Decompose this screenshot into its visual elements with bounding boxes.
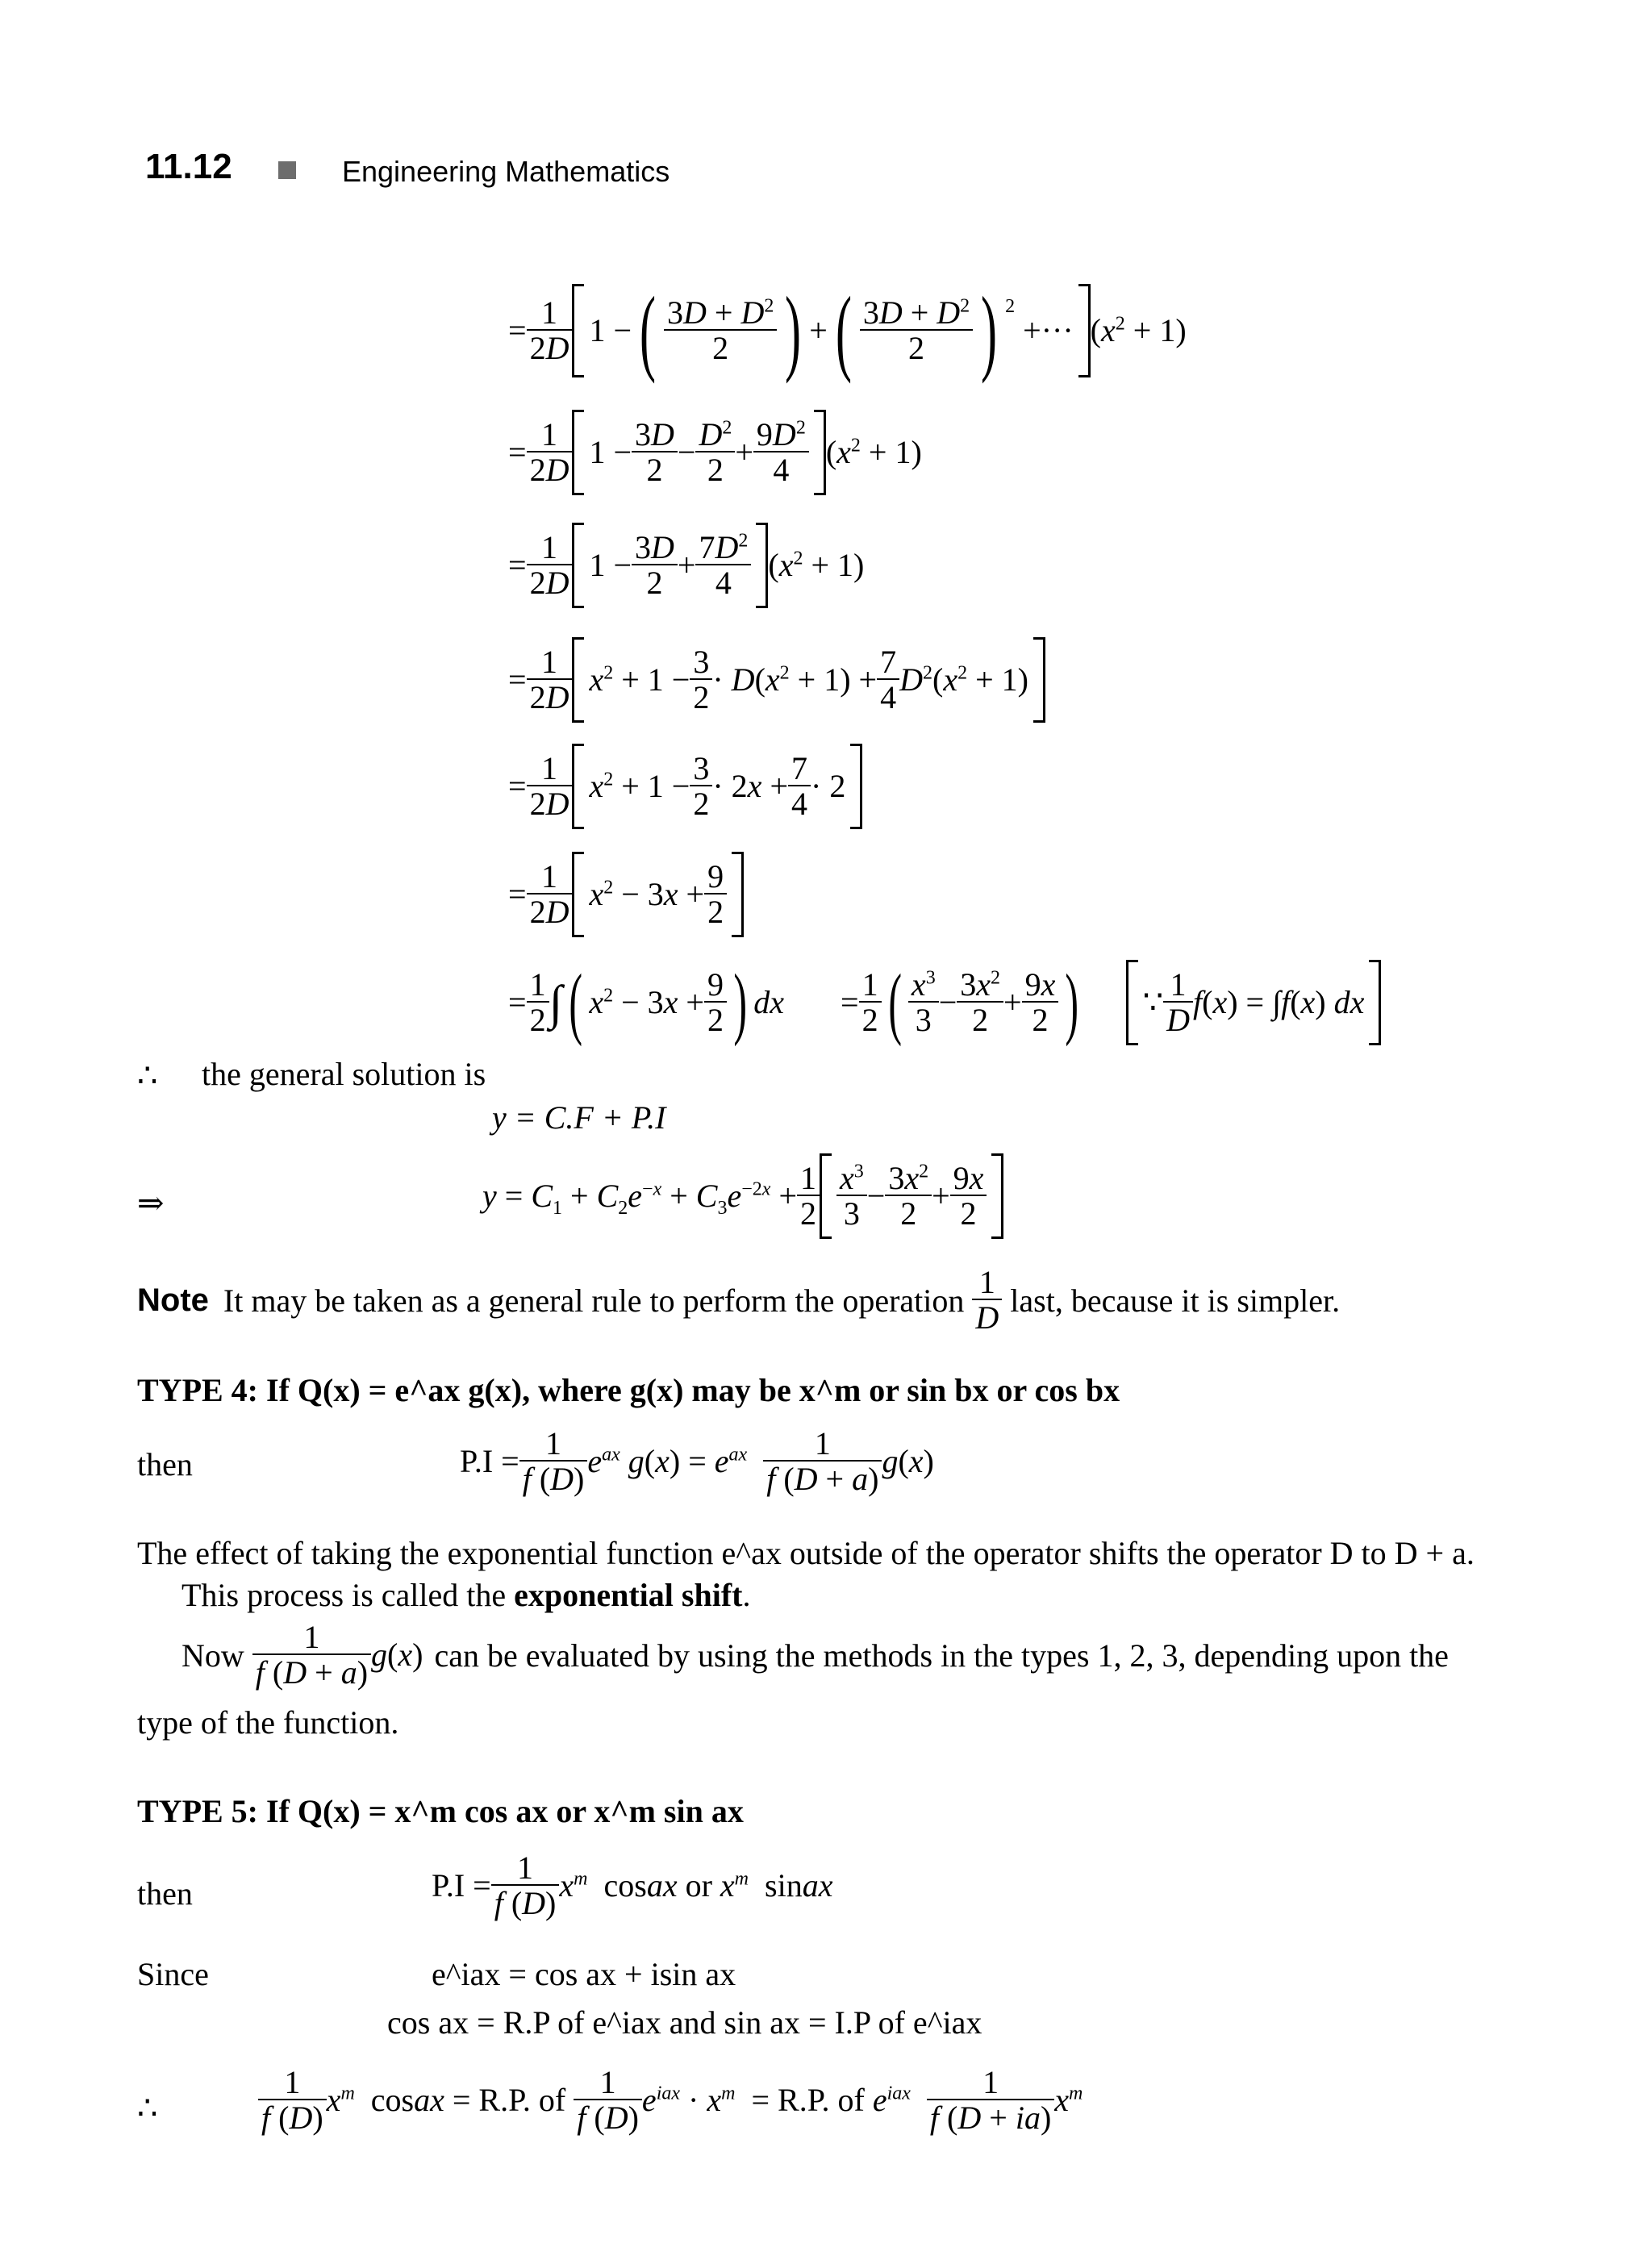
equation-line-7: = $\frac{1}{2}$ ∫ ( $x^2 - 3x$ + $\frac{9}{2}$ ) dx = $\frac{1}{2}$ ( $\frac{x^3}{3}$ − $\frac{3x^2}{2}$ + $\frac{9x}{2}$ ) ∵ $\frac{1}{D}$ f(x) = ∫f(x) dx <box>508 960 1381 1045</box>
therefore-symbol-2: ∴ <box>137 2090 158 2126</box>
note-label: Note <box>137 1282 209 1318</box>
euler-formula: e^iax = cos ax + isin ax <box>432 1956 736 1992</box>
now-label: Now <box>181 1637 244 1674</box>
effect-text-2c: . <box>742 1577 751 1613</box>
implies-symbol: ⇒ <box>137 1185 165 1221</box>
book-title: Engineering Mathematics <box>342 155 670 188</box>
now-line: Now $\frac{1}{f (D + a)}$ g(x) can be evaluated by using the methods in the types 1, 2, 3, depending upon the <box>181 1619 1449 1691</box>
header-square-icon <box>278 161 296 179</box>
equation-line-1: = $\frac{1}{2D}$ 1 − ( $\frac{3D + D^2}{2}$ ) + ( $\frac{3D + D^2}{2}$ ) 2 +··· $(x^2 + 1)$ <box>508 277 1187 384</box>
effect-text-2 <box>181 1576 750 1614</box>
now-text: can be evaluated by using the methods in the types 1, 2, 3, depending upon the <box>434 1637 1449 1674</box>
equation-line-5: = $\frac{1}{2D}$ $x^2 + 1$ − $\frac{3}{2}$ · 2x + $\frac{7}{4}$ · 2 <box>508 744 862 829</box>
then-label: then <box>137 1446 193 1482</box>
since-label: Since <box>137 1956 209 1992</box>
type-of-function: type of the function. <box>137 1704 399 1741</box>
final-solution: $y = C_1 + C_2e^{-x} + C_3e^{-2x}$ + $\frac{1}{2}$ $\frac{x^3}{3}$ − $\frac{3x^2}{2}$ + $\frac{9x}{2}$ <box>482 1153 1003 1239</box>
type5-heading: TYPE 5: If Q(x) = x^m cos ax or x^m sin ax <box>137 1793 744 1829</box>
therefore-symbol: ∴ <box>137 1057 158 1094</box>
note-text-before: It may be taken as a general rule to perform the operation <box>223 1282 965 1319</box>
equation-line-4: = $\frac{1}{2D}$ $x^2 + 1$ − $\frac{3}{2}$ · $D(x^2 + 1)$ + $\frac{7}{4}$ $D^2(x^2 + 1)$ <box>508 637 1045 723</box>
equation-line-3: = $\frac{1}{2D}$ 1 − $\frac{3D}{2}$ + $\frac{7D^2}{4}$ $(x^2 + 1)$ <box>508 523 864 608</box>
effect-text-2a: This process is called the <box>181 1577 515 1613</box>
final-rp-formula: $\frac{1}{f (D)}$ $x^m$ cosax = R.P. of $\frac{1}{f (D)}$ $e^{iax} \cdot x^m = R.P$. of $e^{iax}$ $\frac{1}{f (D + ia)}$ $x^m$ <box>258 2066 1083 2134</box>
then-label-2: then <box>137 1875 193 1912</box>
y-cf-pi: y = C.F + P.I <box>492 1099 666 1136</box>
cos-sin-parts: cos ax = R.P of e^iax and sin ax = I.P of e^iax <box>387 2004 982 2041</box>
type4-heading: TYPE 4: If Q(x) = e^ax g(x), where g(x) may be x^m or sin bx or cos bx <box>137 1372 1120 1408</box>
exponential-shift-term: exponential shift <box>514 1577 743 1613</box>
note-line: Note It may be taken as a general rule to perform the operation $\frac{1}{D}$ last, because it is simpler. <box>137 1264 1341 1336</box>
note-text-after: last, because it is simpler. <box>1010 1282 1341 1319</box>
type4-pi-formula: P.I = $\frac{1}{f (D)}$ $e^{ax}$ $g(x) = e^{ax}$ $\frac{1}{f (D + a)}$ g(x) <box>460 1425 934 1497</box>
equation-line-2: = $\frac{1}{2D}$ 1 − $\frac{3D}{2}$ − $\frac{D^2}{2}$ + $\frac{9D^2}{4}$ $(x^2 + 1)$ <box>508 410 922 495</box>
effect-text-1: The effect of taking the exponential function e^ax outside of the operator shifts the operator D to D + a. <box>137 1535 1475 1571</box>
equation-line-6: = $\frac{1}{2D}$ $x^2 - 3x$ + $\frac{9}{2}$ <box>508 852 744 937</box>
type5-pi-formula: P.I = $\frac{1}{f (D)}$ $x^m$ cosax or $x^m$ sinax <box>432 1849 833 1921</box>
page-number: 11.12 <box>145 147 232 186</box>
general-solution-text: the general solution is <box>202 1056 486 1092</box>
